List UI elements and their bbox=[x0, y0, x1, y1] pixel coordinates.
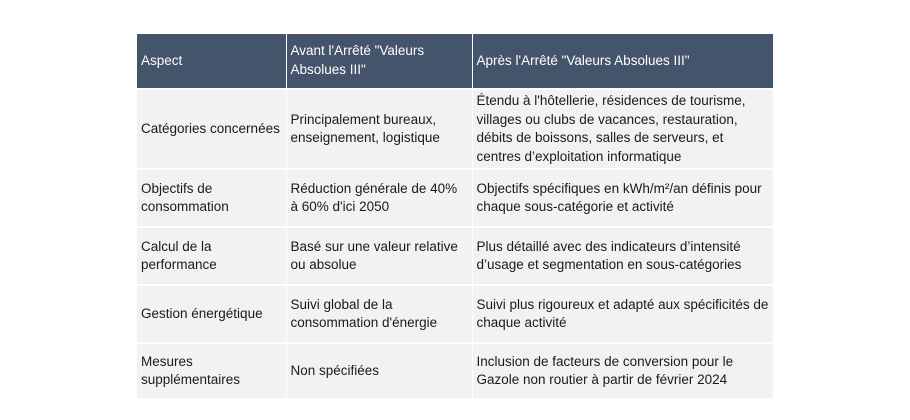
cell-aspect: Catégories concernées bbox=[137, 89, 286, 169]
header-after: Après l'Arrêté "Valeurs Absolues III" bbox=[472, 34, 773, 89]
cell-after: Plus détaillé avec des indicateurs d’intensité d’usage et segmentation en sous-catégories bbox=[472, 227, 773, 285]
comparison-table bbox=[137, 34, 773, 398]
cell-aspect: Gestion énergétique bbox=[137, 285, 286, 343]
cell-before: Non spécifiées bbox=[286, 343, 472, 398]
cell-before: Suivi global de la consommation d'énergie bbox=[286, 285, 472, 343]
cell-after: Objectifs spécifiques en kWh/m²/an définis pour chaque sous-catégorie et activité bbox=[472, 169, 773, 227]
cell-before: Réduction générale de 40% à 60% d'ici 2050 bbox=[286, 169, 472, 227]
table-row bbox=[137, 227, 773, 285]
cell-aspect: Objectifs de consommation bbox=[137, 169, 286, 227]
header-aspect: Aspect bbox=[137, 34, 286, 89]
cell-after: Inclusion de facteurs de conversion pour le Gazole non routier à partir de février 2024 bbox=[472, 343, 773, 398]
table-header-row bbox=[137, 34, 773, 89]
comparison-table-container bbox=[137, 34, 773, 398]
table-row bbox=[137, 343, 773, 398]
table-row bbox=[137, 285, 773, 343]
cell-after: Étendu à l'hôtellerie, résidences de tourisme, villages ou clubs de vacances, restauration, débits de boissons, salles de serveurs, et centres d’exploitation informatique bbox=[472, 89, 773, 169]
header-before: Avant l'Arrêté "Valeurs Absolues III" bbox=[286, 34, 472, 89]
cell-after: Suivi plus rigoureux et adapté aux spécificités de chaque activité bbox=[472, 285, 773, 343]
cell-aspect: Mesures supplémentaires bbox=[137, 343, 286, 398]
table-row bbox=[137, 89, 773, 169]
table-row bbox=[137, 169, 773, 227]
cell-aspect: Calcul de la performance bbox=[137, 227, 286, 285]
cell-before: Basé sur une valeur relative ou absolue bbox=[286, 227, 472, 285]
cell-before: Principalement bureaux, enseignement, logistique bbox=[286, 89, 472, 169]
